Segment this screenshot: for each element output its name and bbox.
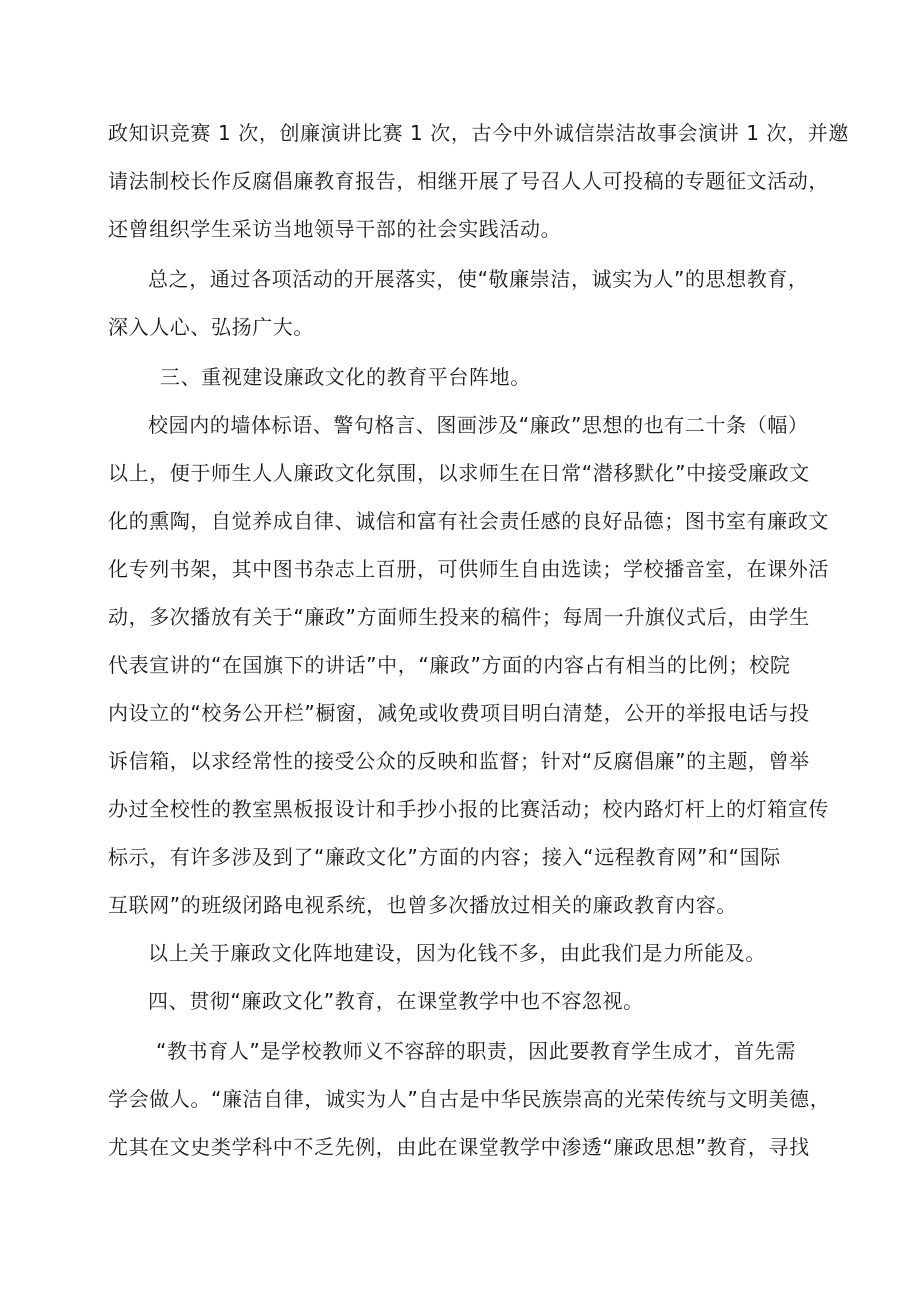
text-line: 互联网”的班级闭路电视系统，也曾多次播放过相关的廉政教育内容。 [108, 893, 737, 917]
text-line: 动，多次播放有关于“廉政”方面师生投来的稿件；每周一升旗仪式后，由学生 [108, 605, 810, 629]
text-line: 学会做人。“廉洁自律，诚实为人”自古是中华民族崇高的光荣传统与文明美德， [108, 1087, 831, 1111]
text-line: 诉信箱，以求经常性的接受公众的反映和监督；针对“反腐倡廉”的主题，曾举 [108, 749, 810, 773]
text-line: 还曾组织学生采访当地领导干部的社会实践活动。 [108, 217, 562, 241]
text-line: 请法制校长作反腐倡廉教育报告，相继开展了号召人人可投稿的专题征文活动， [108, 169, 829, 193]
text-line: 总之，通过各项活动的开展落实，使“敬廉崇洁，诚实为人”的思想教育， [148, 267, 809, 291]
text-line: “教书育人”是学校教师义不容辞的职责，因此要教育学生成才，首先需 [156, 1039, 796, 1063]
text-line: 内设立的“校务公开栏”橱窗，减免或收费项目明白清楚，公开的举报电话与投 [108, 701, 810, 725]
text-line: 以上关于廉政文化阵地建设，因为化钱不多，由此我们是力所能及。 [148, 941, 766, 965]
text-line: 校园内的墙体标语、警句格言、图画涉及“廉政”思想的也有二十条（幅） [148, 413, 809, 437]
text-line: 代表宣讲的“在国旗下的讲话”中，“廉政”方面的内容占有相当的比例；校院 [108, 653, 791, 677]
text-line: 化专列书架，其中图书杂志上百册，可供师生自由选读；学校播音室，在课外活 [108, 557, 829, 581]
section-heading: 四、贯彻“廉政文化”教育，在课堂教学中也不容忽视。 [148, 989, 644, 1013]
text-line: 化的熏陶，自觉养成自律、诚信和富有社会责任感的良好品德；图书室有廉政文 [108, 509, 829, 533]
text-line: 以上，便于师生人人廉政文化氛围，以求师生在日常“潜移默化”中接受廉政文 [108, 461, 810, 485]
text-line: 政知识竞赛 1 次，创廉演讲比赛 1 次，古今中外诚信崇洁故事会演讲 1 次，并邀 [108, 121, 849, 145]
text-line: 尤其在文史类学科中不乏先例，由此在课堂教学中渗透“廉政思想”教育，寻找 [108, 1135, 810, 1159]
section-heading: 三、重视建设廉政文化的教育平台阵地。 [160, 365, 531, 389]
text-line: 标示，有许多涉及到了“廉政文化”方面的内容；接入“远程教育网”和“国际 [108, 845, 781, 869]
text-line: 深入人心、弘扬广大。 [108, 315, 314, 339]
text-line: 办过全校性的教室黑板报设计和手抄小报的比赛活动；校内路灯杆上的灯箱宣传 [108, 797, 829, 821]
